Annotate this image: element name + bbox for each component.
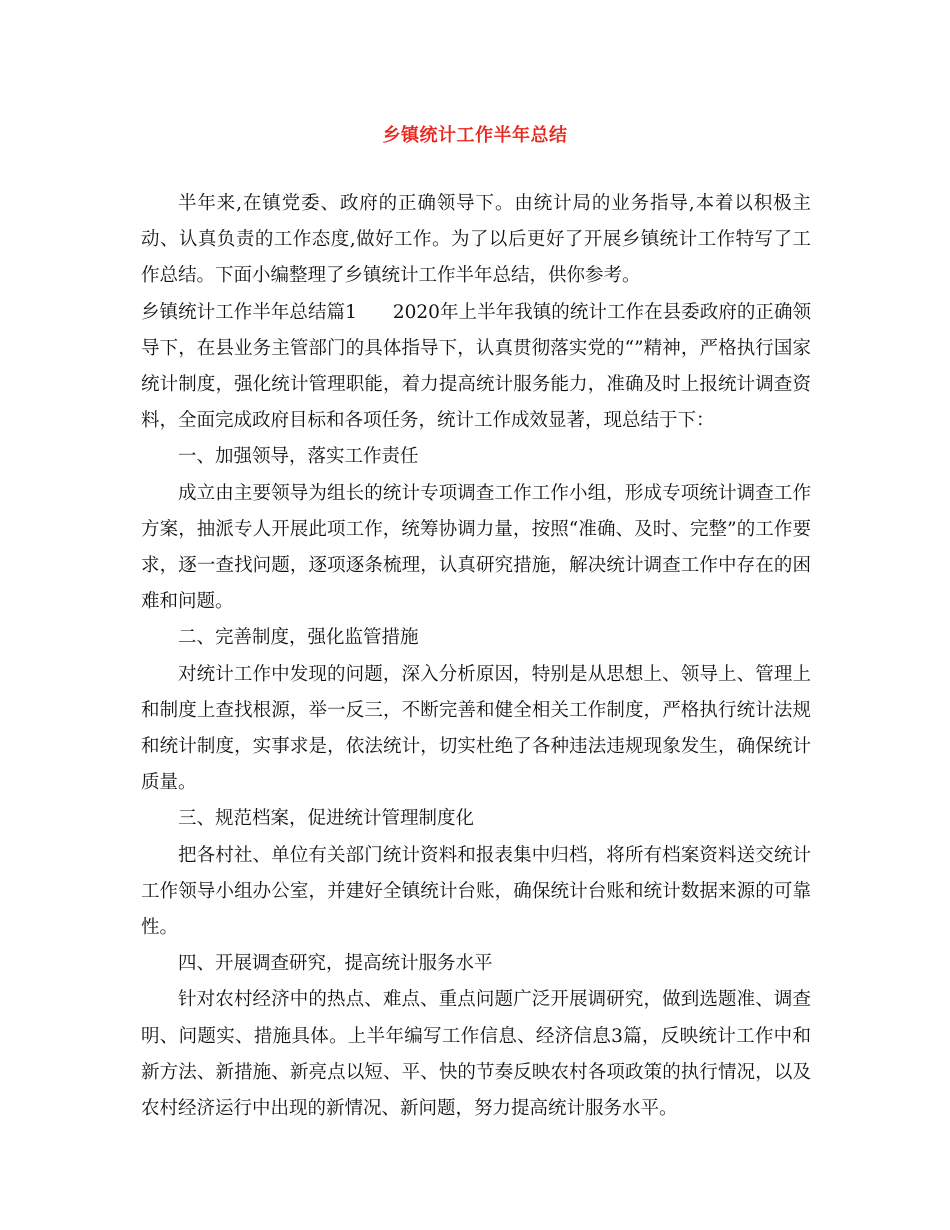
section-paragraph: 把各村社、单位有关部门统计资料和报表集中归档，将所有档案资料送交统计工作领导小组办公室，并建好全镇统计台账，确保统计台账和统计数据来源的可靠性。 [141,844,811,939]
section-heading: 三、规范档案，促进统计管理制度化 [178,808,475,830]
section-heading: 四、开展调查研究，提高统计服务水平 [178,953,493,975]
section-paragraph: 对统计工作中发现的问题，深入分析原因，特别是从思想上、领导上、管理上和制度上查找根源，举一反三，不断完善和健全相关工作制度，严格执行统计法规和统计制度，实事求是，依法统计，切实杜绝了各种违法违规现象发生，确保统计质量。 [141,663,811,794]
document-body [141,186,811,1127]
document-title: 乡镇统计工作半年总结 [382,125,568,146]
section-heading: 二、完善制度，强化监管措施 [178,627,419,649]
section-paragraph: 针对农村经济中的热点、难点、重点问题广泛开展调研究，做到选题准、调查明、问题实、措施具体。上半年编写工作信息、经济信息3篇，反映统计工作中和新方法、新措施、新亮点以短、平、快的节奏反映农村各项政策的执行情况，以及农村经济运行中出现的新情况、新问题，努力提高统计服务水平。 [141,989,811,1120]
article-opening-paragraph [141,295,811,440]
article-label: 乡镇统计工作半年总结篇1 [141,301,357,323]
section-heading: 一、加强领导，落实工作责任 [178,446,419,468]
intro-paragraph: 半年来,在镇党委、政府的正确领导下。由统计局的业务指导,本着以积极主动、认真负责的工作态度,做好工作。为了以后更好了开展乡镇统计工作特写了工作总结。下面小编整理了乡镇统计工作半年总结，供你参考。 [141,193,811,287]
article-opening-text: 2020年上半年我镇的统计工作在县委政府的正确领导下，在县业务主管部门的具体指导下，认真贯彻落实党的“”精神，严格执行国家统计制度，强化统计管理职能，着力提高统计服务能力，准确及时上报统计调查资料，全面完成政府目标和各项任务，统计工作成效显著，现总结于下： [141,301,811,432]
section-paragraph: 成立由主要领导为组长的统计专项调查工作工作小组，形成专项统计调查工作方案，抽派专人开展此项工作，统筹协调力量，按照“准确、及时、完整”的工作要求，逐一查找问题，逐项逐条梳理，认真研究措施，解决统计调查工作中存在的困难和问题。 [141,482,811,613]
